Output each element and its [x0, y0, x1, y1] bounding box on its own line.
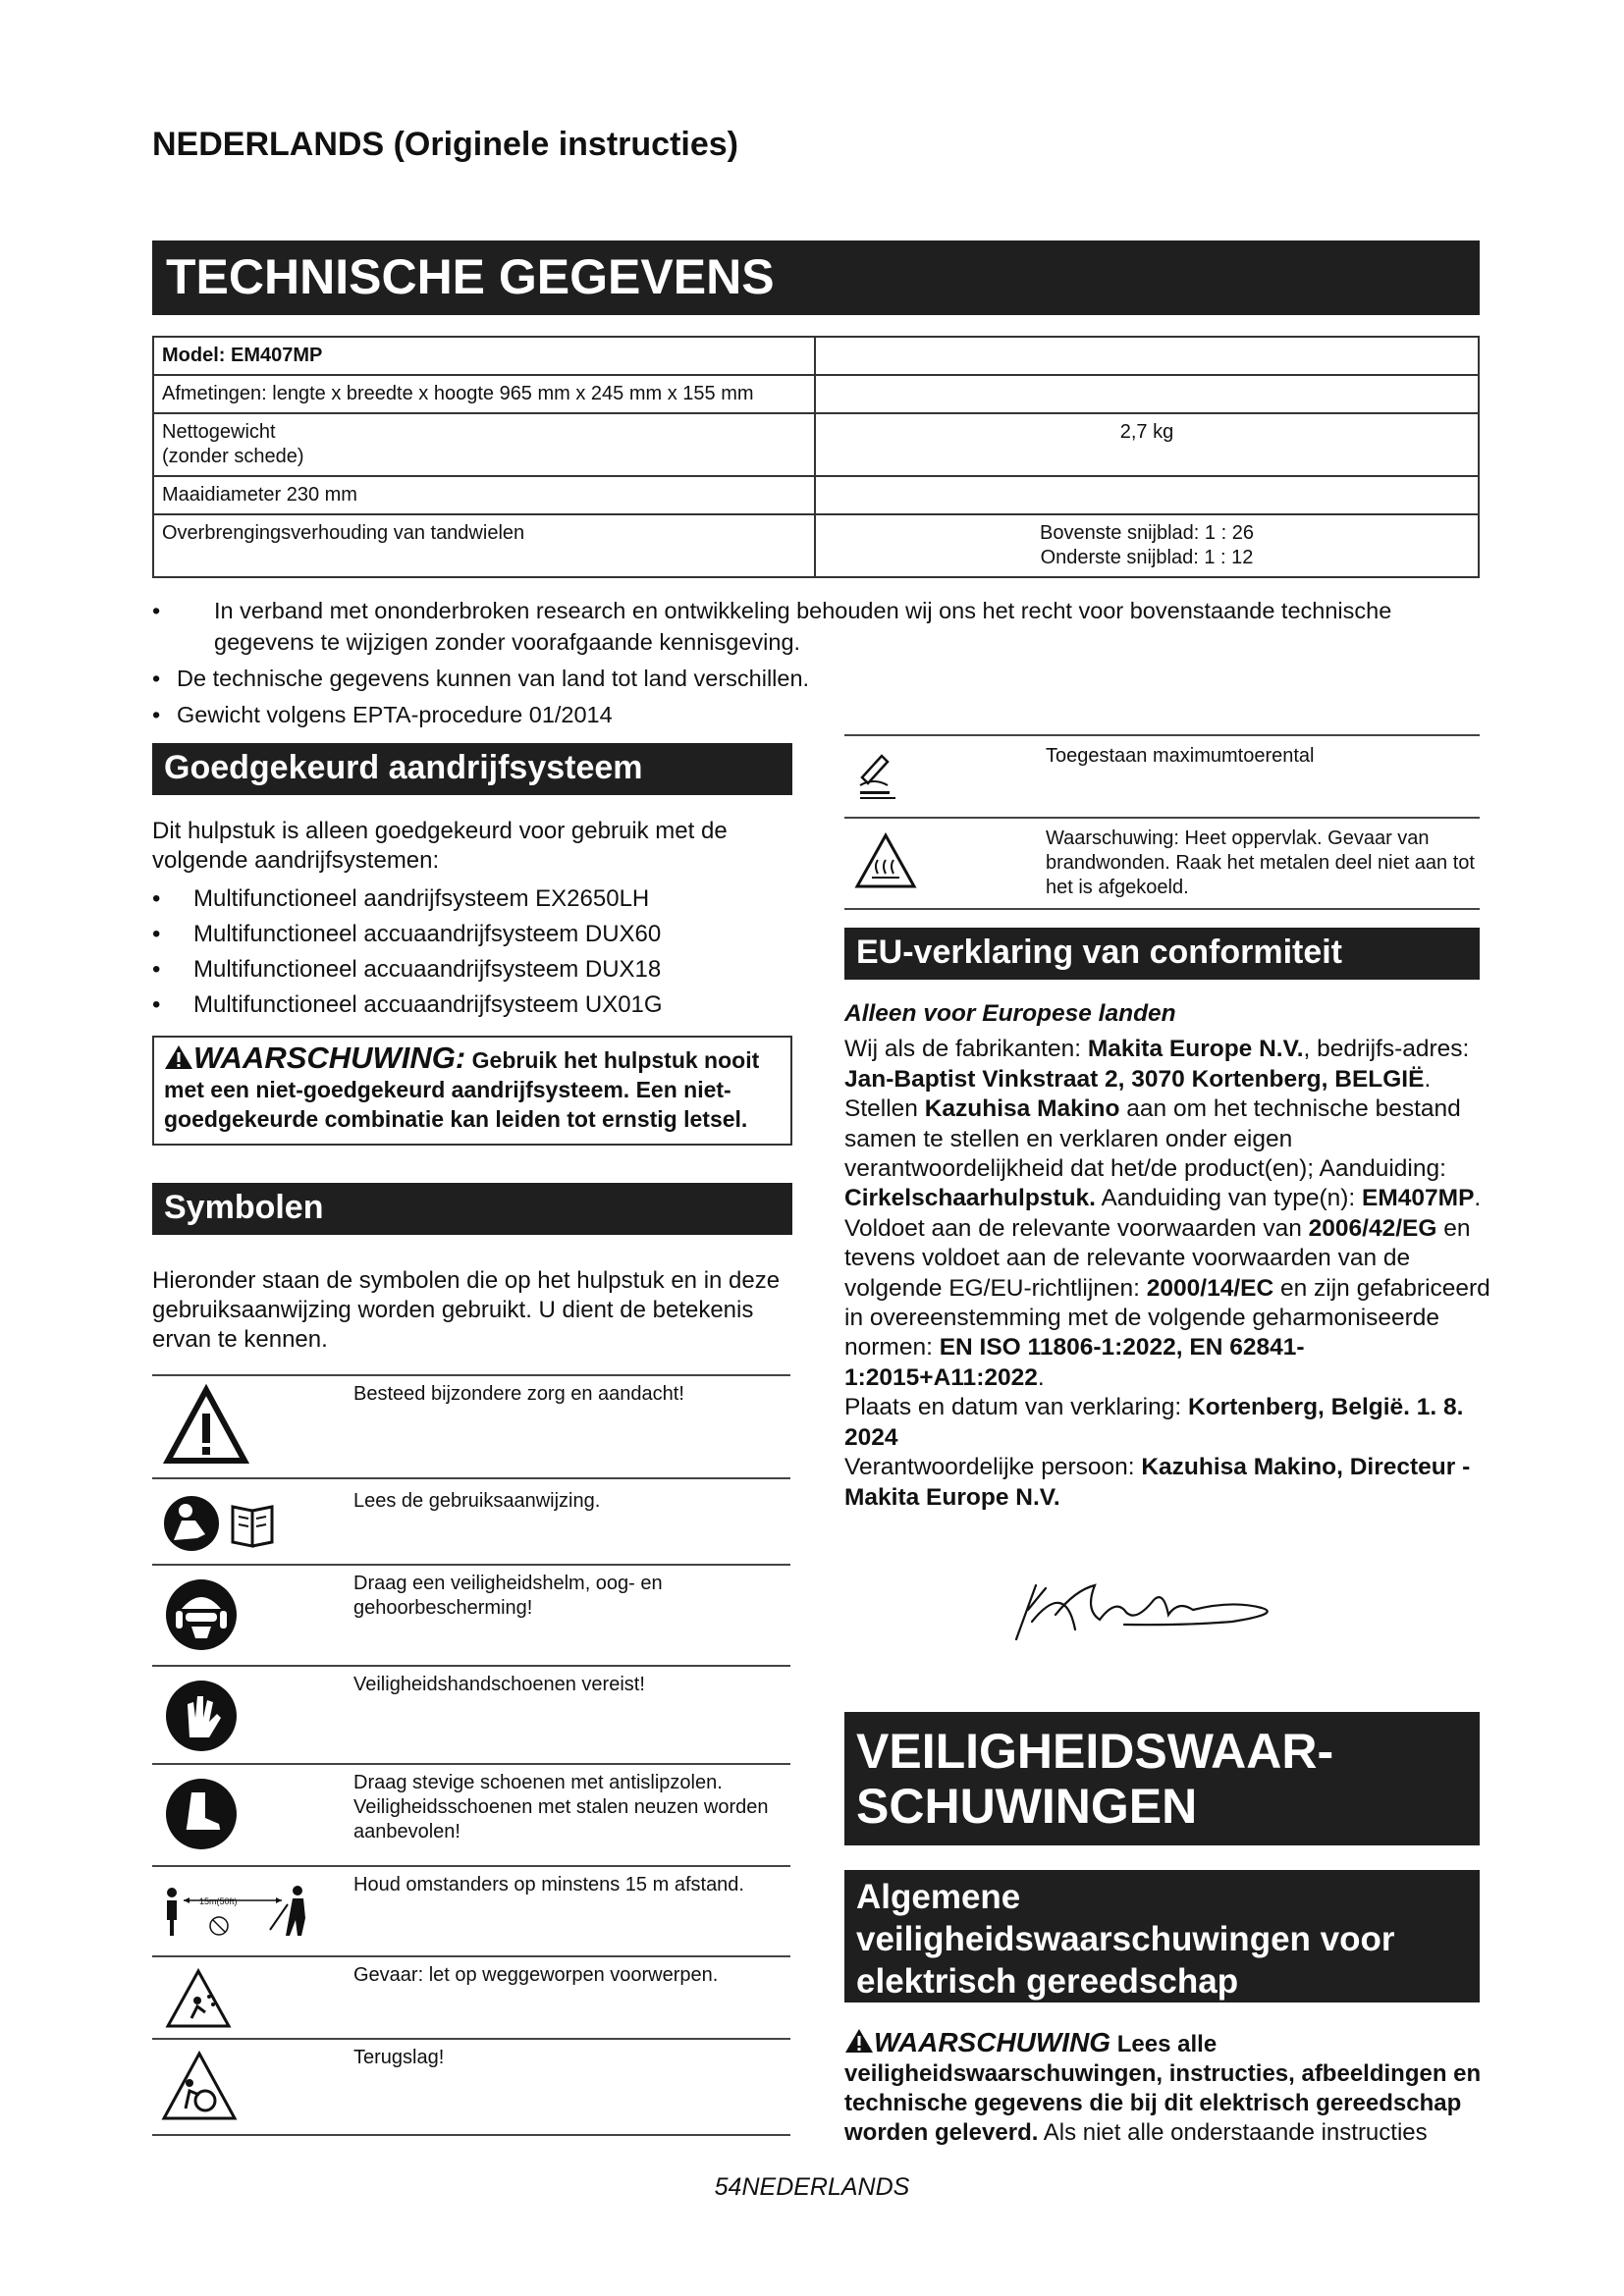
warning-bold-text: Lees alle veiligheidswaarschuwingen, instructies, afbeeldingen en technische gegevens die bij dit elektrisch gereedschap worden geleverd. — [844, 2031, 1482, 2146]
diameter-cell: Maaidiameter 230 mm — [153, 476, 815, 514]
list-item: • Multifunctioneel aandrijfsysteem EX2650LH — [152, 885, 650, 912]
page-number: 54NEDERLANDS — [714, 2173, 910, 2201]
read-manual-icon — [162, 1489, 299, 1558]
eu-subtitle: Alleen voor Europese landen — [844, 1000, 1176, 1027]
table-row: Waarschuwing: Heet oppervlak. Gevaar van brandwonden. Raak het metalen deel niet aan tot het is afgekoeld. — [844, 818, 1480, 909]
gear-ratio-value-cell: Bovenste snijblad: 1 : 26 Onderste snijblad: 1 : 12 — [815, 514, 1479, 577]
specs-table — [152, 336, 1480, 578]
approved-intro: Dit hulpstuk is alleen goedgekeurd voor gebruik met de volgende aandrijfsystemen: — [152, 818, 728, 874]
symbols-intro: Hieronder staan de symbolen die op het hulpstuk en in deze gebruiksaanwijzing worden gebruikt. U dient de betekenis ervan te kennen. — [152, 1267, 781, 1353]
table-row: Toegestaan maximumtoerental — [844, 735, 1480, 818]
table-row: Draag stevige schoenen met antislipzolen. Veiligheidsschoenen met stalen neuzen worden aanbevolen! — [152, 1764, 790, 1866]
table-row: Terugslag! — [152, 2039, 790, 2135]
symbols-table — [152, 1374, 790, 2136]
warning-title: WAARSCHUWING: — [193, 1041, 466, 1075]
eu-paragraph: Verantwoordelijke persoon: Kazuhisa Makino, Directeur - Makita Europe N.V. — [844, 1454, 1471, 1511]
table-row: Draag een veiligheidshelm, oog- en gehoorbescherming! — [152, 1565, 790, 1666]
list-item: • In verband met ononderbroken research en ontwikkeling behouden wij ons het recht voor bovenstaande technische gegevens te wijzigen zonder voorafgaande kennisgeving. — [152, 598, 1392, 655]
language-title: NEDERLANDS (Originele instructies) — [152, 126, 738, 163]
table-row — [153, 375, 1479, 413]
table-row — [153, 514, 1479, 577]
warning-triangle-icon — [164, 1044, 193, 1070]
table-row: 15m(50ft) Houd omstanders op minstens 15 m afstand. — [152, 1866, 790, 1956]
hot-surface-icon — [854, 832, 917, 889]
eu-paragraph: Voldoet aan de relevante voorwaarden van 2006/42/EG en tevens voldoet aan de relevante voorwaarden van de volgende EG/EU-richtlijnen: 2000/14/EC en zijn gefabriceerd in overeenstemming met de volgende geharmoniseerde normen: EN ISO 11806-1:2022, EN 62841-1:2015+A11:2022. — [844, 1214, 1490, 1391]
dimensions-cell: Afmetingen: lengte x breedte x hoogte 965 mm x 245 mm x 155 mm — [153, 375, 815, 413]
warning-title: WAARSCHUWING — [874, 2027, 1111, 2057]
list-item: • Multifunctioneel accuaandrijfsysteem DUX18 — [152, 956, 662, 983]
approved-list — [152, 881, 800, 1023]
safety-warnings-banner: VEILIGHEIDSWAAR- SCHUWINGEN — [844, 1712, 1480, 1845]
eu-declaration-text — [844, 999, 1492, 1513]
max-speed-icon — [854, 748, 903, 803]
keep-distance-icon — [160, 1875, 317, 1944]
model-cell: Model: EM407MP — [153, 337, 815, 375]
warning-text: Als niet alle onderstaande instructies — [1043, 2119, 1428, 2146]
eu-paragraph: Wij als de fabrikanten: Makita Europe N.V., bedrijfs-adres: Jan-Baptist Vinkstraat 2, 3070 Kortenberg, BELGIË. Stellen Kazuhisa Makino aan om het technische bestand samen te stellen en verklaren onder eigen verantwoordelijkheid dat het/de product(en); Aanduiding: Cirkelschaarhulpstuk. Aanduiding van type(n): EM407MP. — [844, 1036, 1482, 1212]
table-row — [153, 413, 1479, 476]
approved-system-banner: Goedgekeurd aandrijfsysteem — [152, 743, 792, 795]
list-item: • Gewicht volgens EPTA-procedure 01/2014 — [152, 702, 613, 727]
eu-declaration-banner: EU-verklaring van conformiteit — [844, 928, 1480, 980]
weight-value-cell: 2,7 kg — [815, 413, 1479, 476]
svg-text:15m(50ft): 15m(50ft) — [199, 1896, 238, 1906]
spec-notes — [152, 595, 1488, 730]
list-item: • De technische gegevens kunnen van land tot land verschillen. — [152, 666, 810, 691]
general-safety-banner: Algemene veiligheidswaarschuwingen voor elektrisch gereedschap — [844, 1870, 1480, 2002]
kickback-icon — [160, 2050, 239, 2124]
eu-paragraph: Plaats en datum van verklaring: Kortenberg, België. 1. 8. 2024 — [844, 1394, 1464, 1451]
gloves-icon — [162, 1677, 241, 1755]
list-item: • Multifunctioneel accuaandrijfsysteem UX01G — [152, 991, 663, 1018]
list-item: • Multifunctioneel accuaandrijfsysteem DUX60 — [152, 921, 662, 947]
warning-triangle-icon — [162, 1384, 250, 1472]
tech-specs-banner: TECHNISCHE GEGEVENS — [152, 240, 1480, 315]
warning-text: Gebruik het hulpstuk nooit met een niet-goedgekeurd aandrijfsysteem. Een niet-goedgekeurde combinatie kan leiden tot ernstig letsel. — [164, 1047, 760, 1132]
flying-objects-icon — [164, 1967, 233, 2030]
warning-triangle-icon — [844, 2028, 874, 2054]
signature — [1006, 1571, 1301, 1649]
weight-label-cell: Nettogewicht (zonder schede) — [153, 413, 815, 476]
table-row: Veiligheidshandschoenen vereist! — [152, 1666, 790, 1764]
safety-boots-icon — [162, 1775, 241, 1853]
approved-warning — [152, 1036, 792, 1146]
safety-warning — [844, 2028, 1492, 2148]
table-row — [153, 476, 1479, 514]
helmet-goggles-ear-protection-icon — [162, 1575, 241, 1654]
table-row: Gevaar: let op weggeworpen voorwerpen. — [152, 1956, 790, 2039]
gear-ratio-label-cell: Overbrengingsverhouding van tandwielen — [153, 514, 815, 577]
table-row: Lees de gebruiksaanwijzing. — [152, 1478, 790, 1565]
table-row — [153, 337, 1479, 375]
table-row: Besteed bijzondere zorg en aandacht! — [152, 1375, 790, 1478]
symbols-banner: Symbolen — [152, 1183, 792, 1235]
symbols-table-right — [844, 734, 1480, 910]
